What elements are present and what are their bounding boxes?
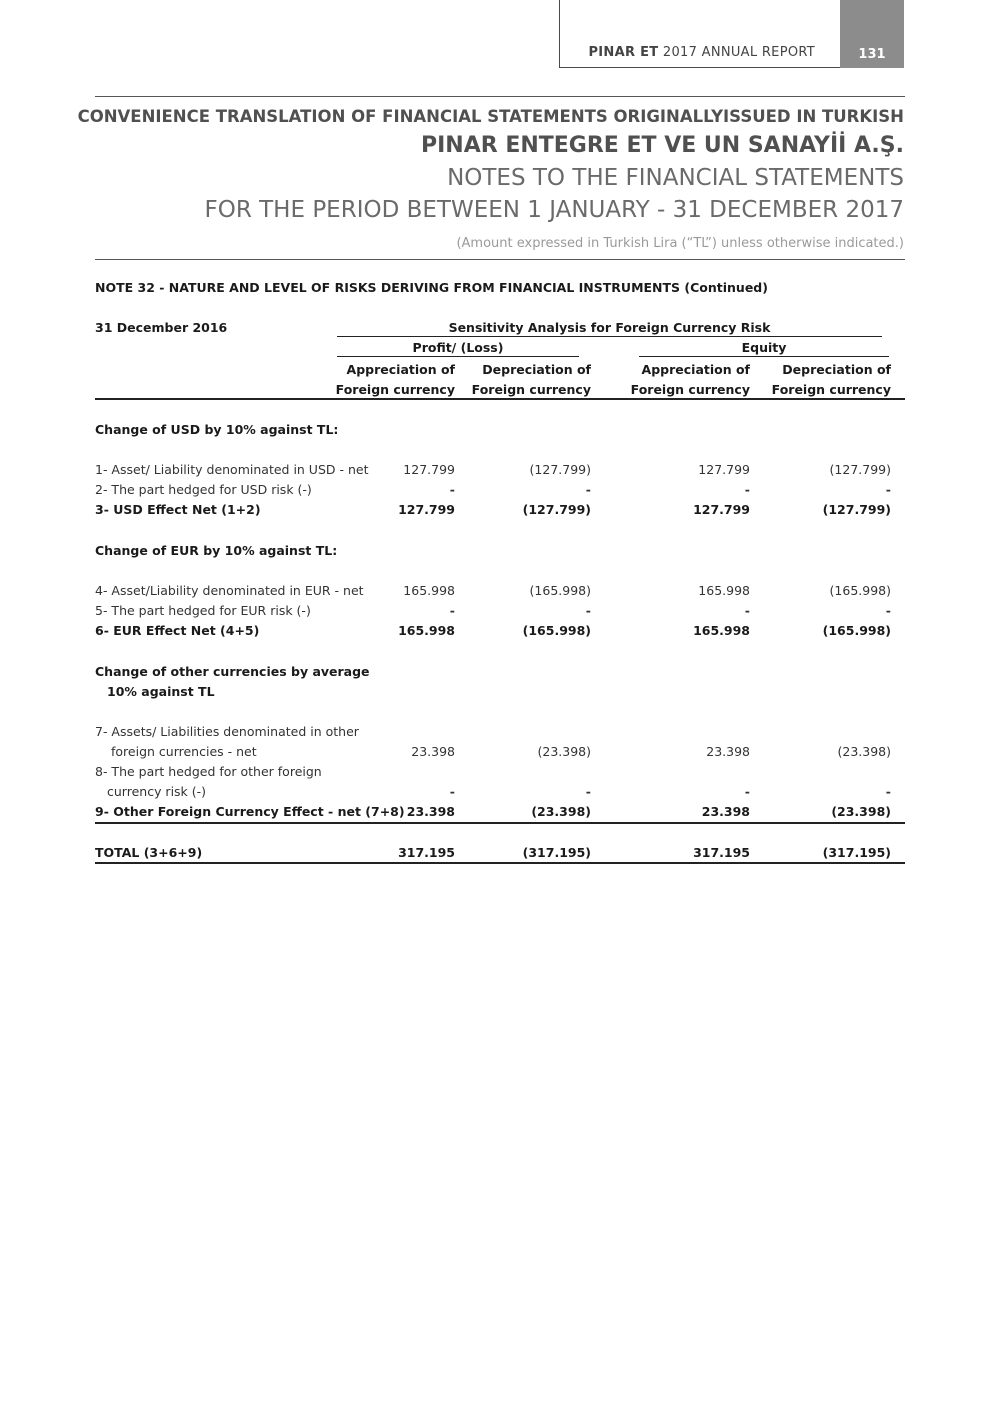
col-header-3: Appreciation of Foreign currency xyxy=(630,362,750,397)
table-row-1: 1- Asset/ Liability denominated in USD - net 127.799 (127.799) 127.799 (127.799) xyxy=(95,462,891,477)
currency-note: (Amount expressed in Turkish Lira (“TL”) unless otherwise indicated.) xyxy=(456,236,904,251)
page-number: 131 xyxy=(840,0,904,68)
header-report: 2017 ANNUAL REPORT xyxy=(662,45,815,60)
section-heading-usd: Change of USD by 10% against TL: xyxy=(95,422,339,437)
group-profit-loss: Profit/ (Loss) xyxy=(337,340,579,357)
title-bottom-rule xyxy=(95,259,905,260)
group-equity: Equity xyxy=(639,340,889,357)
section-heading-other-line1: Change of other currencies by average xyxy=(95,664,370,679)
row-9-underline xyxy=(95,822,905,824)
table-row-7: foreign currencies - net 23.398 (23.398) 23.398 (23.398) xyxy=(111,744,891,759)
table-row-8: currency risk (-) - - - - xyxy=(107,784,891,799)
sensitivity-title: Sensitivity Analysis for Foreign Currency Risk xyxy=(337,320,882,337)
date-label: 31 December 2016 xyxy=(95,320,228,335)
table-row-7-label: 7- Assets/ Liabilities denominated in other xyxy=(95,724,359,739)
total-underline xyxy=(95,862,905,864)
notes-title: NOTES TO THE FINANCIAL STATEMENTS xyxy=(447,165,904,191)
section-heading-other-line2: 10% against TL xyxy=(107,684,215,699)
table-row-3: 3- USD Effect Net (1+2) 127.799 (127.799) 127.799 (127.799) xyxy=(95,502,891,517)
table-row-5: 5- The part hedged for EUR risk (-) - - - - xyxy=(95,603,891,618)
table-row-total: TOTAL (3+6+9) 317.195 (317.195) 317.195 (317.195) xyxy=(95,845,891,860)
period-title: FOR THE PERIOD BETWEEN 1 JANUARY - 31 DECEMBER 2017 xyxy=(204,197,904,223)
header-brand: PINAR ET xyxy=(588,45,659,60)
company-name: PINAR ENTEGRE ET VE UN SANAYİİ A.Ş. xyxy=(420,133,904,158)
col-header-4: Depreciation of Foreign currency xyxy=(771,362,891,397)
table-row-9: 9- Other Foreign Currency Effect - net (7+8) 23.398 (23.398) 23.398 (23.398) xyxy=(95,804,891,819)
title-top-rule xyxy=(95,96,905,97)
table-row-6: 6- EUR Effect Net (4+5) 165.998 (165.998) 165.998 (165.998) xyxy=(95,623,891,638)
translation-title: CONVENIENCE TRANSLATION OF FINANCIAL STATEMENTS ORIGINALLYISSUED IN TURKISH xyxy=(77,107,904,126)
section-heading-eur: Change of EUR by 10% against TL: xyxy=(95,543,338,558)
col-header-1: Appreciation of Foreign currency xyxy=(335,362,455,397)
note-heading: NOTE 32 - NATURE AND LEVEL OF RISKS DERIVING FROM FINANCIAL INSTRUMENTS (Continued) xyxy=(95,280,768,295)
header-underline xyxy=(95,398,905,400)
table-row-8-label: 8- The part hedged for other foreign xyxy=(95,764,322,779)
table-row-2: 2- The part hedged for USD risk (-) - - - - xyxy=(95,482,891,497)
table-row-4: 4- Asset/Liability denominated in EUR - net 165.998 (165.998) 165.998 (165.998) xyxy=(95,583,891,598)
running-header xyxy=(565,45,815,60)
col-header-2: Depreciation of Foreign currency xyxy=(471,362,591,397)
